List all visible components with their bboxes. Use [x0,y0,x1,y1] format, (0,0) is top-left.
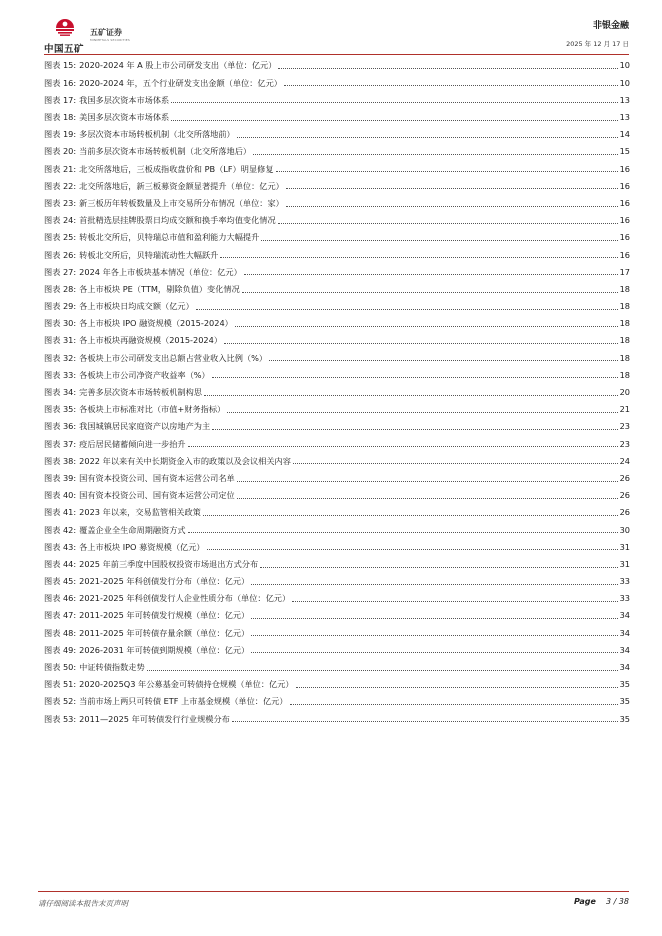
toc-entry-label: 图表 50: [44,662,77,673]
toc-leader-dots [296,687,618,688]
report-series: 非银金融 [592,21,629,31]
toc-entry[interactable] [44,607,630,624]
toc-entry-title: 中证转债指数走势 [79,662,145,673]
toc-leader-dots [251,618,617,619]
toc-leader-dots [292,601,617,602]
page-footer [38,891,629,921]
toc-entry-title: 我国多层次资本市场体系 [79,94,170,105]
toc-entry-title: 转板北交所后，贝特瑞总市值和盈利能力大幅提升 [79,232,260,243]
toc-entry[interactable] [44,212,630,229]
toc-entry-page: 35 [619,696,630,707]
toc-entry-page: 18 [619,335,630,346]
toc-entry-page: 10 [619,77,630,88]
toc-leader-dots [278,68,617,69]
toc-entry-title: 2011-2025 年可转债存量余额（单位：亿元） [79,627,250,638]
toc-entry-title: 北交所落地后，三板成指收盘价和 PB（LF）明显修复 [79,163,274,174]
toc-entry-label: 图表 35: [44,404,77,415]
toc-entry-title: 当前多层次资本市场转板机制（北交所落地后） [79,146,252,157]
toc-entry[interactable] [44,195,630,212]
toc-entry-label: 图表 22: [44,180,77,191]
toc-entry-page: 31 [619,558,630,569]
toc-entry[interactable] [44,263,630,280]
toc-entry[interactable] [44,246,630,263]
toc-entry-label: 图表 38: [44,455,77,466]
toc-leader-dots [188,532,618,533]
toc-entry-page: 21 [619,404,630,415]
toc-entry-page: 16 [619,232,630,243]
toc-entry[interactable] [44,538,630,555]
toc-entry[interactable] [44,693,630,710]
toc-entry-title: 2023 年以来，交易监管相关政策 [79,507,201,518]
toc-entry-page: 34 [619,627,630,638]
toc-entry[interactable] [44,315,630,332]
page-label: Page [574,897,596,906]
toc-entry-title: 2020-2025Q3 年公募基金可转债持仓规模（单位：亿元） [79,679,294,690]
toc-entry-page: 13 [619,112,630,123]
toc-entry-title: 2020-2024 年 A 股上市公司研发支出（单位：亿元） [79,60,277,71]
toc-entry-title: 2011-2025 年可转债发行规模（单位：亿元） [79,610,250,621]
toc-leader-dots [188,446,618,447]
toc-entry-page: 16 [619,249,630,260]
toc-leader-dots [293,463,618,464]
toc-leader-dots [212,377,618,378]
report-date: 2025 年 12 月 17 日 [566,40,629,48]
toc-entry-label: 图表 45: [44,576,77,587]
toc-entry-page: 14 [619,129,630,140]
toc-entry-page: 31 [619,541,630,552]
toc-entry[interactable] [44,280,630,297]
toc-entry-page: 16 [619,215,630,226]
toc-entry-label: 图表 53: [44,713,77,724]
toc-entry-page: 23 [619,438,630,449]
toc-entry-page: 34 [619,662,630,673]
company-logo [44,14,164,54]
toc-entry-title: 各上市板块再融资规模（2015-2024） [79,335,223,346]
toc-leader-dots [290,704,618,705]
toc-entry[interactable] [44,710,630,727]
toc-entry-title: 2026-2031 年可转债到期规模（单位：亿元） [79,644,250,655]
toc-leader-dots [253,154,617,155]
toc-entry-page: 18 [619,352,630,363]
toc-entry-label: 图表 21: [44,163,77,174]
toc-entry-label: 图表 33: [44,369,77,380]
toc-entry-page: 23 [619,421,630,432]
toc-entry-page: 20 [619,387,630,398]
page-number: 3 / 38 [605,897,629,906]
toc-entry-label: 图表 36: [44,421,77,432]
toc-entry-title: 2021-2025 年科创债发行分布（单位：亿元） [79,576,250,587]
toc-leader-dots [244,274,618,275]
toc-entry-label: 图表 19: [44,129,77,140]
disclaimer-note: 请仔细阅读本报告末页声明 [38,899,128,908]
toc-entry-page: 26 [619,472,630,483]
toc-entry-label: 图表 31: [44,335,77,346]
toc-entry[interactable] [44,676,630,693]
toc-leader-dots [286,188,618,189]
toc-entry-label: 图表 41: [44,507,77,518]
toc-leader-dots [196,309,618,310]
toc-entry-label: 图表 18: [44,112,77,123]
toc-entry-title: 2024 年各上市板块基本情况（单位：亿元） [79,266,242,277]
toc-entry-label: 图表 42: [44,524,77,535]
toc-entry[interactable] [44,435,630,452]
toc-leader-dots [284,85,618,86]
toc-leader-dots [203,515,618,516]
toc-entry-label: 图表 39: [44,472,77,483]
toc-entry-label: 图表 28: [44,283,77,294]
toc-entry-page: 15 [619,146,630,157]
toc-entry[interactable] [44,555,630,572]
toc-entry-label: 图表 26: [44,249,77,260]
toc-leader-dots [237,137,618,138]
toc-leader-dots [269,360,618,361]
toc-entry-label: 图表 23: [44,197,77,208]
toc-entry-label: 图表 34: [44,387,77,398]
toc-entry-page: 16 [619,197,630,208]
toc-entry-label: 图表 43: [44,541,77,552]
toc-entry-title: 各上市板块日均成交额（亿元） [79,301,194,312]
toc-entry-title: 完善多层次资本市场转板机制构思 [79,387,202,398]
toc-entry[interactable] [44,470,630,487]
toc-entry[interactable] [44,659,630,676]
toc-entry-title: 各上市板块 IPO 募资规模（亿元） [79,541,205,552]
toc-entry[interactable] [44,366,630,383]
toc-leader-dots [286,206,618,207]
toc-entry[interactable] [44,641,630,658]
toc-entry-title: 国有资本投资公司、国有资本运营公司定位 [79,490,235,501]
toc-entry-page: 18 [619,318,630,329]
toc-entry-title: 美国多层次资本市场体系 [79,112,170,123]
toc-entry-page: 34 [619,644,630,655]
toc-entry-label: 图表 51: [44,679,77,690]
toc-entry-title: 国有资本投资公司、国有资本运营公司名单 [79,472,235,483]
toc-entry-label: 图表 37: [44,438,77,449]
toc-entry-title: 当前市场上两只可转债 ETF 上市基金规模（单位：亿元） [79,696,288,707]
toc-entry-label: 图表 29: [44,301,77,312]
toc-entry-title: 2025 年前三季度中国股权投资市场退出方式分布 [79,558,259,569]
toc-entry-page: 33 [619,593,630,604]
header-divider [44,54,629,55]
toc-leader-dots [207,549,618,550]
toc-entry-label: 图表 15: [44,60,77,71]
toc-entry-title: 北交所落地后，新三板募资金额显著提升（单位：亿元） [79,180,284,191]
securities-name-en: MINMETALS SECURITIES [90,38,130,42]
securities-name-cn: 五矿证券 [90,28,122,37]
toc-entry[interactable] [44,57,630,74]
toc-entry[interactable] [44,487,630,504]
toc-entry-page: 17 [619,266,630,277]
toc-entry-label: 图表 32: [44,352,77,363]
toc-entry-label: 图表 16: [44,77,77,88]
page-indicator [574,897,629,906]
toc-entry-label: 图表 52: [44,696,77,707]
toc-entry[interactable] [44,332,630,349]
toc-entry-title: 各上市板块 PE（TTM，剔除负值）变化情况 [79,283,240,294]
toc-entry[interactable] [44,452,630,469]
toc-leader-dots [278,223,618,224]
toc-entry-label: 图表 30: [44,318,77,329]
toc-entry-title: 2020-2024 年，五个行业研发支出金额（单位：亿元） [79,77,282,88]
toc-entry-label: 图表 49: [44,644,77,655]
toc-entry-label: 图表 40: [44,490,77,501]
toc-entry-page: 33 [619,576,630,587]
toc-leader-dots [260,567,617,568]
toc-entry[interactable] [44,298,630,315]
toc-leader-dots [251,635,617,636]
toc-entry[interactable] [44,418,630,435]
toc-entry[interactable] [44,624,630,641]
toc-entry[interactable] [44,74,630,91]
toc-entry-label: 图表 20: [44,146,77,157]
toc-leader-dots [224,343,618,344]
toc-entry-page: 13 [619,94,630,105]
toc-entry[interactable] [44,349,630,366]
toc-leader-dots [204,395,618,396]
toc-entry-page: 26 [619,490,630,501]
toc-entry-label: 图表 27: [44,266,77,277]
toc-entry-title: 疫后居民储蓄倾向进一步抬升 [79,438,186,449]
toc-leader-dots [171,120,617,121]
toc-entry-title: 覆盖企业全生命周期融资方式 [79,524,186,535]
toc-leader-dots [242,292,618,293]
toc-entry-title: 我国城镇居民家庭资产以房地产为主 [79,421,211,432]
toc-entry-title: 各上市板块 IPO 融资规模（2015-2024） [79,318,233,329]
footer-divider [38,891,629,892]
toc-entry-page: 16 [619,163,630,174]
toc-leader-dots [147,670,618,671]
toc-entry[interactable] [44,384,630,401]
toc-entry-label: 图表 46: [44,593,77,604]
toc-entry-title: 多层次资本市场转板机制（北交所落地前） [79,129,235,140]
toc-entry-page: 34 [619,610,630,621]
toc-entry[interactable] [44,109,630,126]
toc-entry[interactable] [44,401,630,418]
toc-entry-title: 新三板历年转板数量及上市交易所分布情况（单位：家） [79,197,284,208]
toc-entry[interactable] [44,229,630,246]
toc-entry-page: 35 [619,713,630,724]
toc-entry-title: 各板块上市公司净资产收益率（%） [79,369,210,380]
minmetals-emblem-icon [54,16,76,38]
page-header [44,14,629,54]
toc-entry-page: 26 [619,507,630,518]
toc-entry[interactable] [44,504,630,521]
toc-entry[interactable] [44,573,630,590]
header-info [566,18,629,48]
toc-leader-dots [251,584,617,585]
toc-entry-page: 18 [619,301,630,312]
toc-leader-dots [251,652,617,653]
toc-leader-dots [227,412,617,413]
toc-entry-label: 图表 24: [44,215,77,226]
toc-leader-dots [232,721,618,722]
toc-entry-label: 图表 25: [44,232,77,243]
toc-leader-dots [237,481,618,482]
toc-entry-title: 2022 年以来有关中长期资金入市的政策以及会议相关内容 [79,455,291,466]
toc-entry-title: 2011—2025 年可转债发行行业规模分布 [79,713,230,724]
toc-entry[interactable] [44,177,630,194]
toc-entry-page: 24 [619,455,630,466]
toc-entry-page: 10 [619,60,630,71]
figure-list [44,57,630,727]
toc-entry-page: 35 [619,679,630,690]
toc-leader-dots [276,171,618,172]
toc-leader-dots [261,240,617,241]
toc-entry-label: 图表 17: [44,94,77,105]
toc-entry[interactable] [44,143,630,160]
toc-leader-dots [212,429,617,430]
toc-entry[interactable] [44,521,630,538]
toc-entry-label: 图表 47: [44,610,77,621]
toc-leader-dots [237,498,618,499]
toc-entry-title: 各板块上市公司研发支出总额占营业收入比例（%） [79,352,268,363]
toc-entry-page: 16 [619,180,630,191]
toc-entry-title: 首批精选层挂牌股票日均成交额和换手率均值变化情况 [79,215,276,226]
toc-entry[interactable] [44,126,630,143]
toc-entry-page: 30 [619,524,630,535]
toc-leader-dots [235,326,618,327]
toc-entry-title: 2021-2025 年科创债发行人企业性质分布（单位：亿元） [79,593,291,604]
toc-entry-label: 图表 48: [44,627,77,638]
company-name-cn: 中国五矿 [44,44,85,55]
toc-entry-title: 各板块上市标准对比（市值+财务指标） [79,404,226,415]
toc-entry-page: 18 [619,369,630,380]
toc-entry-label: 图表 44: [44,558,77,569]
toc-leader-dots [220,257,617,258]
toc-leader-dots [171,102,617,103]
toc-entry-title: 转板北交所后，贝特瑞流动性大幅跃升 [79,249,219,260]
toc-entry[interactable] [44,160,630,177]
toc-entry[interactable] [44,91,630,108]
toc-entry-page: 18 [619,283,630,294]
toc-entry[interactable] [44,590,630,607]
